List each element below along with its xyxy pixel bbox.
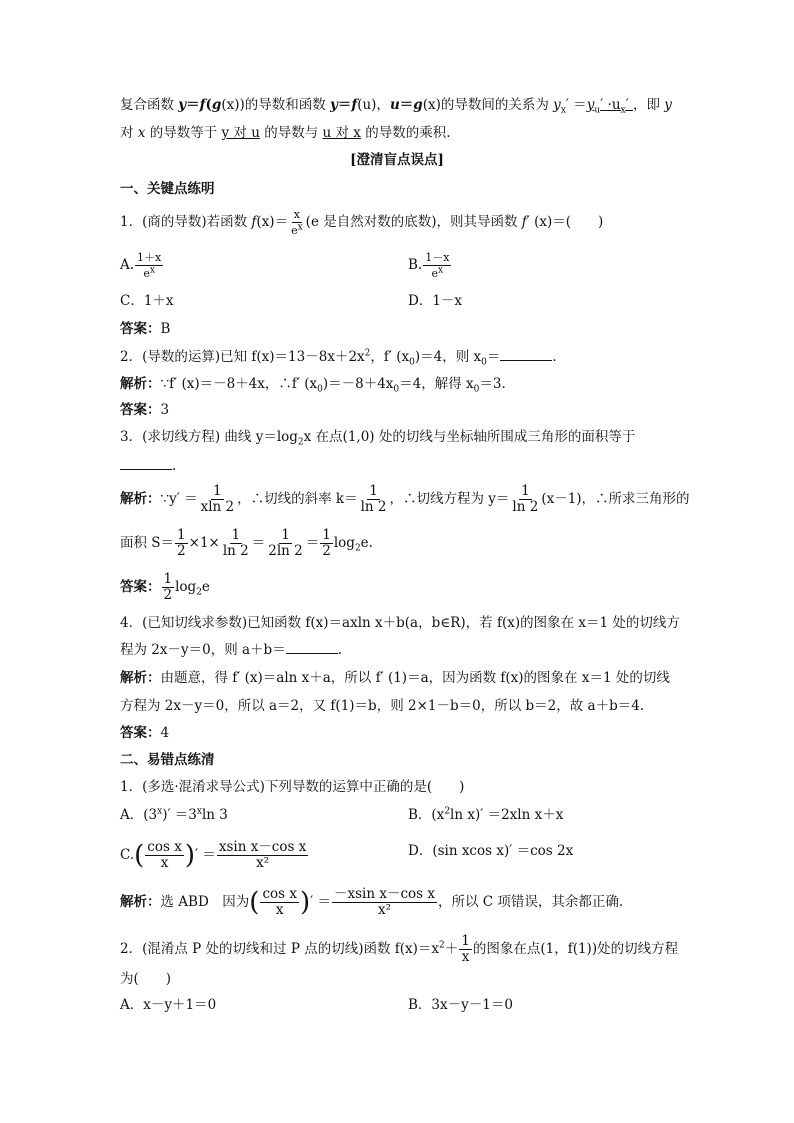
- q2-stem: 2．(导数的运算)已知 $f(x)=13-8x+2x^2$，f′ $(x_0)=4$，则 $x_0=$ .: [120, 348, 557, 368]
- q4-stem-1: 4．(已知切线求参数)已知函数 f(x)＝axln x＋b(a，b∈R)，若 f(x)的图象在 x＝1 处的切线方: [120, 615, 680, 631]
- q1-stem: 1．(商的导数)若函数 f(x)＝ $\frac{x}{e^x}$ (e 是自然对数的底数)，则其导函数 f′ (x)＝( ): [120, 208, 604, 237]
- section-heading: [澄清盲点误点]: [350, 152, 444, 168]
- e2-stem: 2．(混淆点 P 处的切线和过 P 点的切线)函数 $f(x)=x^2+$ $\frac{1}{x}$ 的图象在点(1，f(1))处的切线方程: [120, 933, 679, 965]
- e1-option-c: C.( $\frac{\text{cos x}}{x}$ )′ ＝ $\frac{\text{xsin x－cos x}}{\text{x²}}$: [120, 839, 307, 871]
- q4-stem-2: 程为 2x－y＝0，则 a＋b＝ .: [120, 642, 342, 658]
- q1-option-d: D．1－x: [408, 293, 463, 309]
- e1-option-d: D．(sin xcos x)′ ＝cos 2x: [408, 843, 574, 859]
- e1-option-a: A．$(3^x)' =3^x\ln$ 3: [120, 806, 228, 823]
- intro-line-2: 对 x 的导数等于 y 对 u 的导数与 u 对 x 的导数的乘积.: [120, 125, 451, 141]
- q2-blank: [500, 348, 552, 361]
- intro-line-1: 复合函数 y＝f(g(x))的导数和函数 y＝f(u)，u＝g(x)的导数间的关系为 $y_x' =y_u' \cdot u_x'$ ，即 y: [120, 97, 672, 116]
- q3-solution-2: 面积 S＝ $\frac{1}{2}$ ×1× $\frac{1}{\ln 2}$ ＝ $\frac{1}{2\ln 2}$ ＝ $\frac{1}{2}$ $\log_2e$.: [120, 527, 373, 559]
- q2-answer: 答案：3: [120, 402, 170, 418]
- q1-option-b: B. $\frac{1-x}{e^x}$: [408, 251, 450, 280]
- e2-option-b: B．3x－y－1＝0: [408, 997, 513, 1013]
- q1-answer: 答案：B: [120, 321, 171, 337]
- q4-answer: 答案：4: [120, 725, 170, 741]
- q3-stem: 3．(求切线方程) 曲线 $y=\log_2x$ 在点(1,0) 处的切线与坐标轴所围成三角形的面积等于: [120, 429, 636, 448]
- q3-answer: 答案： $\frac{1}{2}$ $\log_2e$: [120, 571, 210, 603]
- q3-stem-line-2: .: [120, 457, 176, 475]
- q4-solution-2: 方程为 2x－y＝0，所以 a＝2，又 f(1)＝b，则 2×1－b＝0，所以 b＝2，故 a＋b＝4.: [120, 698, 645, 714]
- e2-option-a: A．x－y＋1＝0: [120, 997, 217, 1013]
- q4-blank: [286, 641, 338, 654]
- e1-solution: 解析：选 ABD 因为( $\frac{\text{cos x}}{x}$ )′ ＝ $\frac{\text{－xsin x－cos x}}{\text{x²}}$ ，所以 C 项错误，其余都正确.: [120, 886, 624, 918]
- q1-option-c: C．1＋x: [120, 293, 174, 309]
- q4-solution-1: 解析：由题意，得 f′ (x)＝aln x＋a，所以 f′ (1)＝a，因为函数 f(x)的图象在 x＝1 处的切线: [120, 670, 670, 686]
- section-2-title: 二、易错点练清: [120, 752, 215, 768]
- q3-blank: [120, 457, 172, 470]
- e1-stem: 1．(多选·混淆求导公式)下列导数的运算中正确的是( ): [120, 779, 465, 795]
- e2-stem-line-2: 为( ): [120, 971, 172, 987]
- q3-solution-1: 解析：∵y′ ＝ $\frac{1}{xln 2}$ ，∴切线的斜率 k＝ $\frac{1}{\ln 2}$ ，∴切线方程为 y＝ $\frac{1}{\ln 2}$ (x－1)，∴所求三角形的: [120, 483, 690, 515]
- section-1-title: 一、关键点练明: [120, 181, 215, 197]
- e1-option-b: B．($x^2\ln$ x)′ ＝2xln x＋x: [408, 806, 564, 823]
- q2-solution: 解析：∵f′ (x)＝－8＋4x，∴f′ $(x_0)=-8+4x_0=4$，解得 $x_0=3$.: [120, 376, 506, 395]
- q1-option-a: A. $\frac{1+x}{e^x}$: [120, 251, 162, 280]
